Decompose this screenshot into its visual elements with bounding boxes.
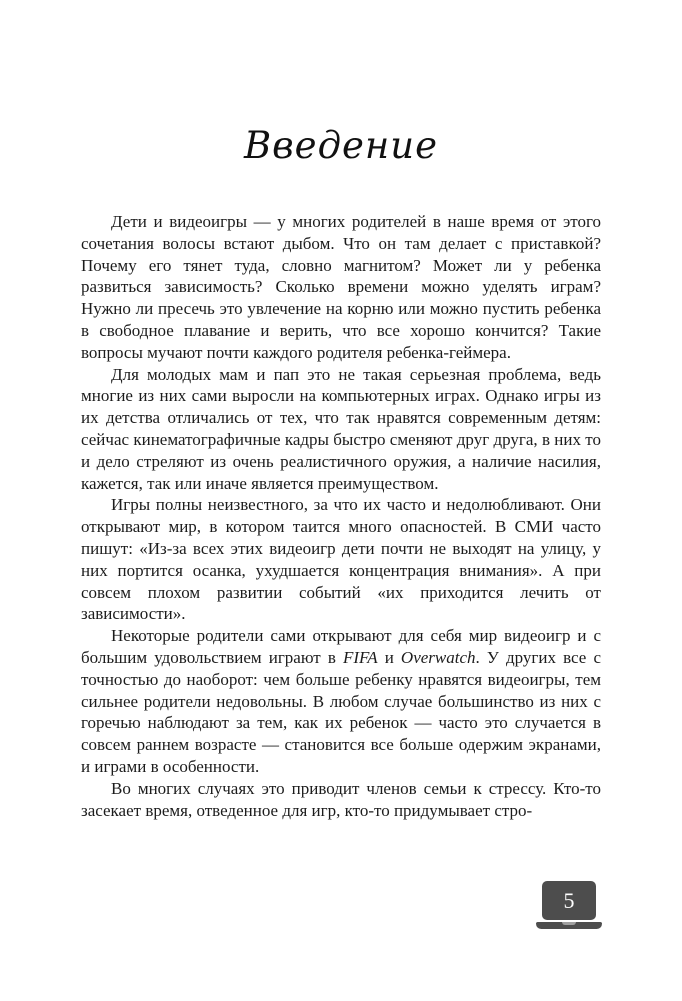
text-segment: Для молодых мам и пап это не такая серьезная проблема, ведь многие из них сами выросли на компьютерных играх. Однако игры из их детства отличались от тех, что так нравятся современным детям: сейчас кинематографичные кадры быстро сменяют друг друга, в них то и дело стреляют из очень реалистичного оружия, а наличие насилия, кажется, так или иначе является преимуществом. [81, 364, 601, 493]
text-segment: . У других все с точностью до наоборот: чем больше ребенку нравятся видеоигры, тем сильнее родители недовольны. В любом случае большинство из них с горечью наблюдают за тем, как их ребенок — часто это случается в совсем раннем возрасте — становится все больше одержим экранами, и играми в особенности. [81, 647, 601, 776]
paragraph [81, 778, 601, 822]
page-number: 5 [563, 887, 575, 913]
page-number-badge [536, 881, 602, 929]
paragraph [81, 625, 601, 778]
paragraph [81, 364, 601, 495]
italic-text: FIFA [342, 647, 378, 667]
text-segment: и [377, 647, 401, 667]
text-segment: Дети и видеоигры — у многих родителей в наше время от этого сочетания волосы встают дыбом. Что он там делает с приставкой? Почему его тянет туда, словно магнитом? Может ли у ребенка развиться зависимость? Сколько времени можно уделять играм? Нужно ли пресечь это увлечение на корню или можно пустить ребенка в свободное плавание и верить, что все хорошо кончится? Такие вопросы мучают почти каждого родителя ребенка-геймера. [81, 212, 601, 362]
italic-text: Overwatch [400, 647, 476, 667]
chapter-title: Введение [243, 124, 439, 167]
laptop-icon [542, 881, 596, 920]
laptop-icon-base [536, 922, 602, 929]
text-segment: Во многих случаях это приводит членов семьи к стрессу. Кто-то засекает время, отведенное для игр, кто-то придумывает стро- [81, 778, 601, 820]
paragraph [81, 211, 601, 364]
text-segment: Некоторые родители сами открывают для себя мир видеоигр и с большим удовольствием играют в [81, 626, 601, 667]
text-segment: Игры полны неизвестного, за что их часто и недолюбливают. Они открывают мир, в котором таится много опасностей. В СМИ часто пишут: «Из-за всех этих видеоигр дети почти не выходят на улицу, у них портится осанка, ухудшается концентрация внимания». А при совсем плохом развитии событий «их приходится лечить от зависимости». [81, 495, 601, 624]
body-text [81, 211, 601, 821]
paragraph [81, 494, 601, 625]
